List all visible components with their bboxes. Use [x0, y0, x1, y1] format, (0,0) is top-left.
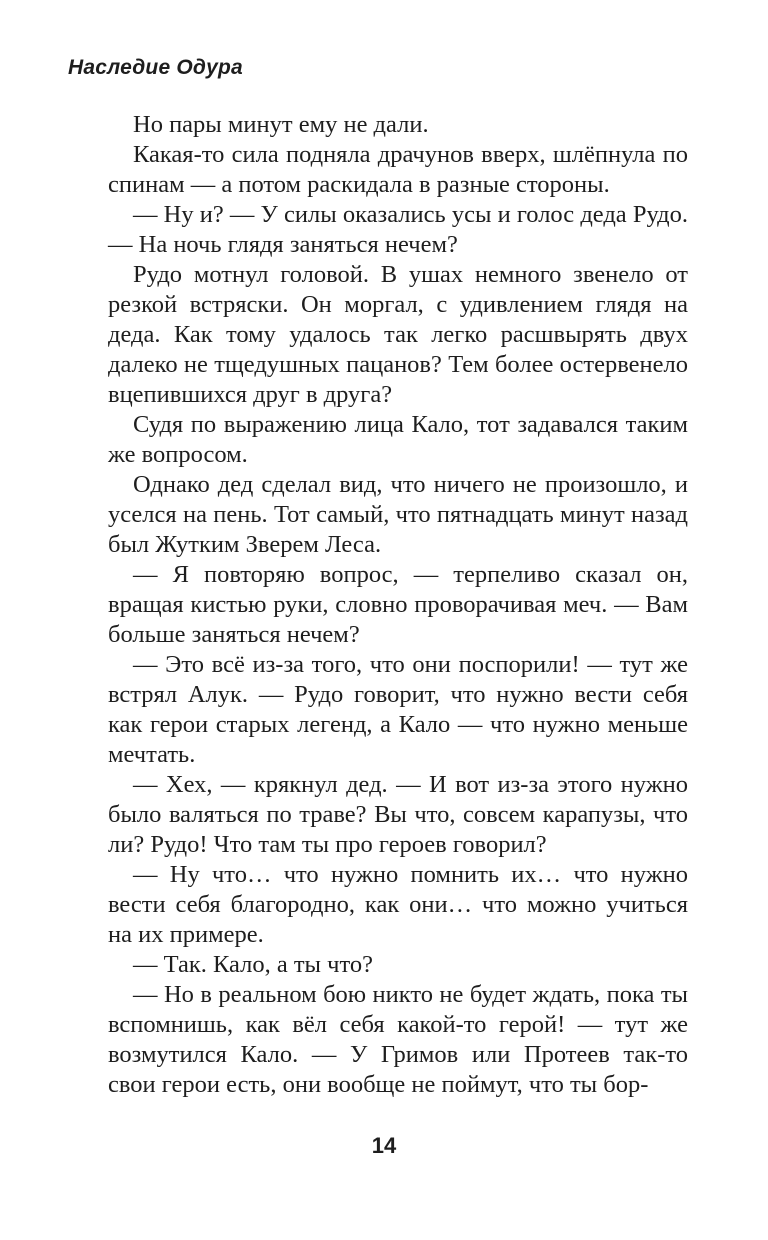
page-body — [108, 110, 688, 1100]
paragraph: — Ну что… что нужно помнить их… что нужно вести себя благородно, как они… что можно учиться на их примере. — [108, 861, 688, 948]
paragraph: Судя по выражению лица Кало, тот задавался таким же вопросом. — [108, 411, 688, 468]
paragraph: — Я повторяю вопрос, — терпеливо сказал он, вращая кистью руки, словно проворачивая меч. — Вам больше заняться нечем? — [108, 561, 688, 648]
paragraph: — Хех, — крякнул дед. — И вот из-за этого нужно было валяться по траве? Вы что, совсем карапузы, что ли? Рудо! Что там ты про героев говорил? — [108, 771, 688, 858]
paragraph: Какая-то сила подняла драчунов вверх, шлёпнула по спинам — а потом раскидала в разные стороны. — [108, 141, 688, 198]
paragraph: — Ну и? — У силы оказались усы и голос деда Рудо. — На ночь глядя заняться нечем? — [108, 201, 688, 258]
page-number: 14 — [371, 1133, 397, 1158]
paragraph: Однако дед сделал вид, что ничего не произошло, и уселся на пень. Тот самый, что пятнадцать минут назад был Жутким Зверем Леса. — [108, 471, 688, 558]
paragraph: — Но в реальном бою никто не будет ждать, пока ты вспомнишь, как вёл себя какой-то герой! — тут же возмутился Кало. — У Гримов или Протеев так-то свои герои есть, они вообще не поймут, что ты бор- — [108, 981, 688, 1098]
running-title: Наследие Одура — [68, 56, 243, 79]
paragraph: Рудо мотнул головой. В ушах немного звенело от резкой встряски. Он моргал, с удивлением глядя на деда. Как тому удалось так легко расшвырять двух далеко не тщедушных пацанов? Тем более остервенело вцепившихся друг в друга? — [108, 261, 688, 408]
paragraph: — Так. Кало, а ты что? — [133, 951, 373, 978]
paragraph: Но пары минут ему не дали. — [133, 111, 429, 138]
paragraph: — Это всё из-за того, что они поспорили! — тут же встрял Алук. — Рудо говорит, что нужно вести себя как герои старых легенд, а Кало — что нужно меньше мечтать. — [108, 651, 688, 768]
